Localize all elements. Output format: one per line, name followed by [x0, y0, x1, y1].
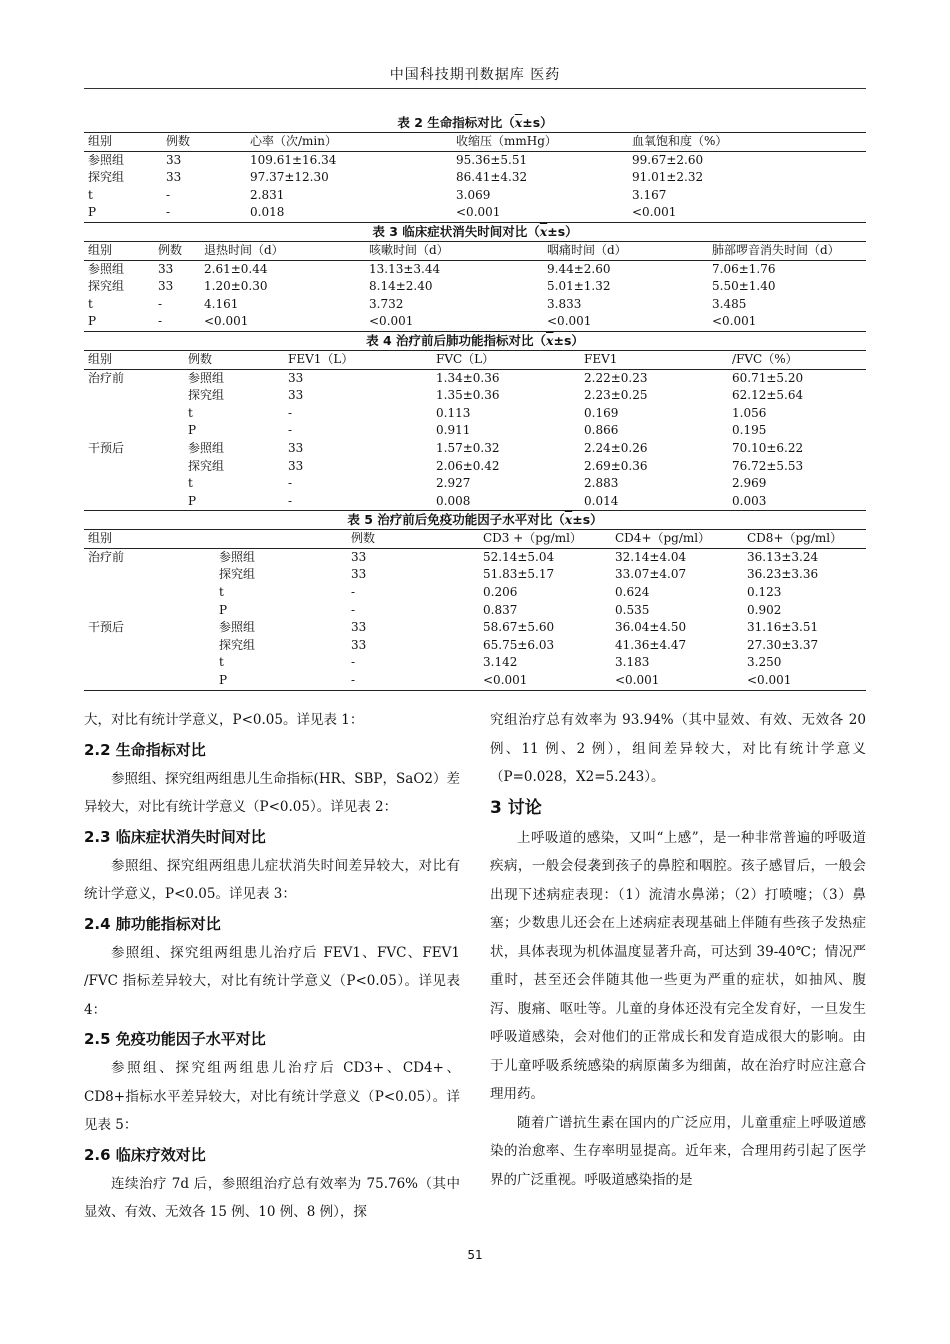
table-cell: 2.831	[250, 187, 285, 202]
table-cell: 97.37±12.30	[250, 170, 329, 185]
paragraph: 参照组、探究组两组患儿症状消失时间差异较大，对比有统计学意义，P<0.05。详见表 3：	[84, 857, 460, 902]
table-cell: 36.04±4.50	[615, 620, 687, 635]
table-cell: -	[351, 673, 356, 688]
table3	[84, 241, 866, 332]
left-column	[84, 706, 460, 1227]
table-cell	[84, 422, 184, 440]
table-row	[84, 654, 866, 672]
table-cell: 95.36±5.51	[456, 152, 528, 167]
table-cell: 65.75±6.03	[483, 637, 555, 652]
table-cell: -	[158, 296, 163, 311]
table-cell: 33	[351, 567, 367, 582]
table-cell: 33	[351, 620, 367, 635]
table-cell: 91.01±2.32	[632, 170, 704, 185]
table-row	[84, 458, 866, 476]
table-cell: 58.67±5.60	[483, 620, 555, 635]
table-cell: 2.969	[732, 476, 767, 491]
table-cell: 31.16±3.51	[747, 620, 819, 635]
table-cell: t	[88, 296, 93, 311]
table-cell: 2.06±0.42	[436, 458, 500, 473]
table-cell: t	[188, 476, 193, 491]
table-cell: 70.10±6.22	[732, 440, 804, 455]
table-cell	[84, 584, 215, 602]
table2-header-cell: 血氧饱和度（%）	[628, 133, 866, 152]
table-cell: 5.01±1.32	[547, 279, 611, 294]
table-cell: <0.001	[369, 314, 414, 329]
table-row	[84, 369, 866, 387]
table-cell: 1.056	[732, 405, 767, 420]
header-rule	[84, 88, 866, 89]
table-cell: 0.624	[615, 585, 650, 600]
table-cell: 2.69±0.36	[584, 458, 648, 473]
table3-header-cell: 例数	[154, 241, 200, 260]
table-cell: P	[219, 673, 228, 688]
paragraph: 大，对比有统计学意义，P<0.05。详见表 1：	[84, 712, 364, 728]
table-row	[84, 187, 866, 205]
table-cell	[84, 602, 215, 620]
table5-header-cell: CD8+（pg/ml）	[743, 530, 866, 549]
table-cell: 参照组	[219, 549, 256, 564]
table-cell	[84, 493, 184, 511]
table-cell: 0.018	[250, 205, 285, 220]
running-header: 中国科技期刊数据库 医药	[389, 67, 561, 83]
table-cell: 3.167	[632, 187, 667, 202]
section-heading-2-4: 2.4 肺功能指标对比	[84, 914, 221, 933]
table-cell: <0.001	[204, 314, 249, 329]
table4-header-cell: FEV1	[580, 350, 728, 369]
table-cell: 0.902	[747, 602, 782, 617]
table-row	[84, 566, 866, 584]
table-cell: 参照组	[88, 261, 125, 276]
table-cell	[84, 672, 215, 690]
table3-header-row	[84, 241, 866, 260]
table-row	[84, 387, 866, 405]
table-cell: P	[88, 205, 97, 220]
table-cell: 探究组	[219, 567, 256, 582]
table-row	[84, 169, 866, 187]
table-cell: 1.57±0.32	[436, 440, 500, 455]
table-cell: 52.14±5.04	[483, 549, 555, 564]
table-cell: 41.36±4.47	[615, 637, 687, 652]
page-number: 51	[467, 1248, 483, 1262]
table-cell	[84, 654, 215, 672]
table-row	[84, 602, 866, 620]
section-heading-2-2: 2.2 生命指标对比	[84, 740, 206, 759]
table-cell: 62.12±5.64	[732, 388, 804, 403]
table-cell	[84, 387, 184, 405]
tables-block	[84, 114, 866, 691]
table4-header-cell: 组别	[84, 350, 184, 369]
table-row	[84, 548, 866, 566]
table-cell: 探究组	[88, 170, 125, 185]
table-row	[84, 637, 866, 655]
table-cell: -	[166, 187, 171, 202]
table-cell: -	[158, 314, 163, 329]
table-cell: 3.250	[747, 655, 782, 670]
table-cell	[84, 475, 184, 493]
table5	[84, 529, 866, 690]
table-cell: 33	[288, 458, 304, 473]
table-cell: 2.24±0.26	[584, 440, 648, 455]
table-cell: t	[88, 187, 93, 202]
paragraph: 参照组、探究组两组患儿治疗后 CD3+、CD4+、CD8+指标水平差异较大，对比有统计学意义（P<0.05）。详见表 5：	[84, 1060, 460, 1133]
table3-title: 表 3 临床症状消失时间对比$(\overline{x}\pm s)$	[372, 223, 578, 239]
table4-header-cell: /FVC（%）	[728, 350, 866, 369]
table-row	[84, 151, 866, 169]
table-cell: 参照组	[188, 370, 225, 385]
table-row	[84, 296, 866, 314]
table-cell: 0.195	[732, 423, 767, 438]
table-cell: t	[219, 585, 224, 600]
table5-header-cell: 例数	[347, 530, 479, 549]
table4-header-cell: FVC（L）	[432, 350, 580, 369]
table-cell: P	[188, 493, 197, 508]
paragraph: 随着广谱抗生素在国内的广泛应用，儿童重症上呼吸道感染的治愈率、生存率明显提高。近年来，合理用药引起了医学界的广泛重视。呼吸道感染指的是	[490, 1114, 866, 1188]
table-cell: -	[166, 205, 171, 220]
table-row	[84, 584, 866, 602]
table-cell: 0.003	[732, 493, 767, 508]
table-cell: 2.927	[436, 476, 471, 491]
table2-header-cell: 收缩压（mmHg）	[452, 133, 628, 152]
table-cell: <0.001	[747, 673, 792, 688]
table4-header-cell: 例数	[184, 350, 284, 369]
table-cell: 13.13±3.44	[369, 261, 441, 276]
table-cell	[84, 637, 215, 655]
table-cell: 参照组	[88, 152, 125, 167]
table-cell: 2.61±0.44	[204, 261, 268, 276]
table-cell: t	[219, 655, 224, 670]
table-cell: -	[351, 585, 356, 600]
table-cell: 33	[166, 170, 182, 185]
table-cell: P	[88, 314, 97, 329]
table-row	[84, 619, 866, 637]
table5-header-cell: CD4+（pg/ml）	[611, 530, 743, 549]
table4-header-row	[84, 350, 866, 369]
table-cell: 1.34±0.36	[436, 370, 500, 385]
section-heading-2-5: 2.5 免疫功能因子水平对比	[84, 1030, 266, 1048]
table-cell: 99.67±2.60	[632, 152, 704, 167]
table2-header-cell: 心率（次/min）	[246, 133, 452, 152]
table-cell: 3.183	[615, 655, 650, 670]
table-cell: 0.169	[584, 405, 619, 420]
table-cell: 33.07±4.07	[615, 567, 687, 582]
table-cell: 32.14±4.04	[615, 549, 687, 564]
table-cell: 3.732	[369, 296, 404, 311]
table-cell: 9.44±2.60	[547, 261, 611, 276]
table-cell	[84, 405, 184, 423]
table-cell: 33	[288, 440, 304, 455]
table3-header-cell: 组别	[84, 241, 154, 260]
table-cell: 干预后	[88, 620, 125, 635]
table-cell: 参照组	[219, 620, 256, 635]
table-cell: 33	[288, 370, 304, 385]
table-cell: 0.113	[436, 405, 471, 420]
table-cell: 109.61±16.34	[250, 152, 337, 167]
table-cell: 27.30±3.37	[747, 637, 819, 652]
table3-header-cell: 肺部啰音消失时间（d）	[708, 241, 866, 260]
section-heading-3: 3 讨论	[490, 797, 542, 818]
table-cell: 3.485	[712, 296, 747, 311]
table-cell: 治疗前	[88, 549, 125, 564]
table-cell: <0.001	[615, 673, 660, 688]
table-cell: 33	[166, 152, 182, 167]
table-cell: -	[288, 476, 293, 491]
table-cell: 3.069	[456, 187, 491, 202]
table-cell: 7.06±1.76	[712, 261, 776, 276]
table-row	[84, 278, 866, 296]
table-cell: 86.41±4.32	[456, 170, 528, 185]
table-cell: -	[288, 493, 293, 508]
table-row	[84, 440, 866, 458]
table-cell: 0.206	[483, 585, 518, 600]
table4-header-cell: FEV1（L）	[284, 350, 432, 369]
table-cell: 治疗前	[88, 370, 125, 385]
table-cell: 51.83±5.17	[483, 567, 555, 582]
table-cell: 0.008	[436, 493, 471, 508]
table-row	[84, 204, 866, 222]
table-cell: P	[219, 602, 228, 617]
table-cell: 探究组	[188, 388, 225, 403]
table-cell: 0.911	[436, 423, 471, 438]
table-cell: 3.833	[547, 296, 582, 311]
right-column	[490, 706, 866, 1194]
table-cell: 33	[158, 261, 174, 276]
table2-header-row	[84, 133, 866, 152]
table-cell: 33	[351, 549, 367, 564]
table-cell: 参照组	[188, 440, 225, 455]
table-cell: 36.23±3.36	[747, 567, 819, 582]
table3-header-cell: 咳嗽时间（d）	[365, 241, 543, 260]
table-cell: -	[288, 423, 293, 438]
section-heading-2-3: 2.3 临床症状消失时间对比	[84, 827, 266, 846]
paragraph: 连续治疗 7d 后，参照组治疗总有效率为 75.76%（其中显效、有效、无效各 15 例、10 例、8 例），探	[84, 1175, 460, 1220]
table-cell: 探究组	[188, 458, 225, 473]
table-cell: <0.001	[456, 205, 501, 220]
table3-header-cell: 退热时间（d）	[200, 241, 365, 260]
paragraph: 上呼吸道的感染，又叫“上感”，是一种非常普遍的呼吸道疾病，一般会侵袭到孩子的鼻腔和咽腔。孩子感冒后，一般会出现下述病症表现：（1）流清水鼻涕；（2）打喷嚏；（3）鼻塞；少数患儿还会在上述病症表现基础上伴随有些孩子发热症状，具体表现为机体温度显著升高，可达到 39-40℃；情况严重时，甚至还会伴随其他一些更为严重的症状，如抽风、腹泻、腹痛、呕吐等。儿童的身体还没有完全发育好，一旦发生呼吸道感染，会对他们的正常成长和发育造成很大的影响。由于儿童呼吸系统感染的病原菌多为细菌，故在治疗时应注意合理用药。	[490, 829, 866, 1102]
table2-header-cell: 组别	[84, 133, 162, 152]
table-row	[84, 493, 866, 511]
table-cell: 2.22±0.23	[584, 370, 648, 385]
paragraph: 究组治疗总有效率为 93.94%（其中显效、有效、无效各 20 例、11 例、2 例），组间差异较大，对比有统计学意义（P=0.028，X2=5.243）。	[490, 712, 866, 785]
table-cell	[84, 566, 215, 584]
table5-title: 表 5 治疗前后免疫功能因子水平对比$(\overline{x}\pm s)$	[347, 512, 603, 528]
table-cell: 0.866	[584, 423, 619, 438]
table5-header-cell: CD3 +（pg/ml）	[479, 530, 611, 549]
table-cell: 0.837	[483, 602, 518, 617]
table-cell: 2.23±0.25	[584, 388, 648, 403]
table4-title: 表 4 治疗前后肺功能指标对比$(\overline{x}\pm s)$	[366, 332, 584, 348]
table-cell: -	[351, 655, 356, 670]
table-cell: -	[351, 602, 356, 617]
table-row	[84, 672, 866, 690]
table-cell: 76.72±5.53	[732, 458, 804, 473]
table5-header-row	[84, 530, 866, 549]
paragraph: 参照组、探究组两组患儿治疗后 FEV1、FVC、FEV1 /FVC 指标差异较大，对比有统计学意义（P<0.05）。详见表 4：	[84, 944, 460, 1018]
table-cell: 探究组	[88, 279, 125, 294]
table-cell: 36.13±3.24	[747, 549, 819, 564]
table-cell: -	[288, 405, 293, 420]
table-cell: 33	[288, 388, 304, 403]
table-cell: 60.71±5.20	[732, 370, 804, 385]
table-cell: 3.142	[483, 655, 518, 670]
table4	[84, 350, 866, 511]
table-row	[84, 260, 866, 278]
table3-header-cell: 咽痛时间（d）	[543, 241, 708, 260]
table-cell: <0.001	[547, 314, 592, 329]
table-cell: <0.001	[632, 205, 677, 220]
paragraph: 参照组、探究组两组患儿生命指标(HR、SBP，SaO2）差异较大，对比有统计学意义（P<0.05）。详见表 2：	[84, 770, 460, 815]
table-cell: 4.161	[204, 296, 239, 311]
table-cell: 5.50±1.40	[712, 279, 776, 294]
table-cell: <0.001	[483, 673, 528, 688]
section-heading-2-6: 2.6 临床疗效对比	[84, 1145, 206, 1164]
table-cell: 8.14±2.40	[369, 279, 433, 294]
table-cell: 干预后	[88, 440, 125, 455]
table-cell: P	[188, 423, 197, 438]
table-cell: 0.123	[747, 585, 782, 600]
table2-title: 表 2 生命指标对比$(\overline{x}\pm s)$	[397, 115, 553, 130]
table-row	[84, 422, 866, 440]
table5-header-cell	[215, 530, 347, 549]
table-cell: t	[188, 405, 193, 420]
table-cell: 2.883	[584, 476, 619, 491]
table-cell	[84, 458, 184, 476]
table-cell: 33	[351, 637, 367, 652]
table-cell: <0.001	[712, 314, 757, 329]
table-cell: 0.535	[615, 602, 650, 617]
table2-header-cell: 例数	[162, 133, 246, 152]
table5-header-cell: 组别	[84, 530, 215, 549]
table-cell: 0.014	[584, 493, 619, 508]
table-cell: 探究组	[219, 637, 256, 652]
table-cell: 1.20±0.30	[204, 279, 268, 294]
table-cell: 1.35±0.36	[436, 388, 500, 403]
table-row	[84, 313, 866, 331]
table-row	[84, 475, 866, 493]
table2	[84, 132, 866, 223]
table-row	[84, 405, 866, 423]
table-cell: 33	[158, 279, 174, 294]
